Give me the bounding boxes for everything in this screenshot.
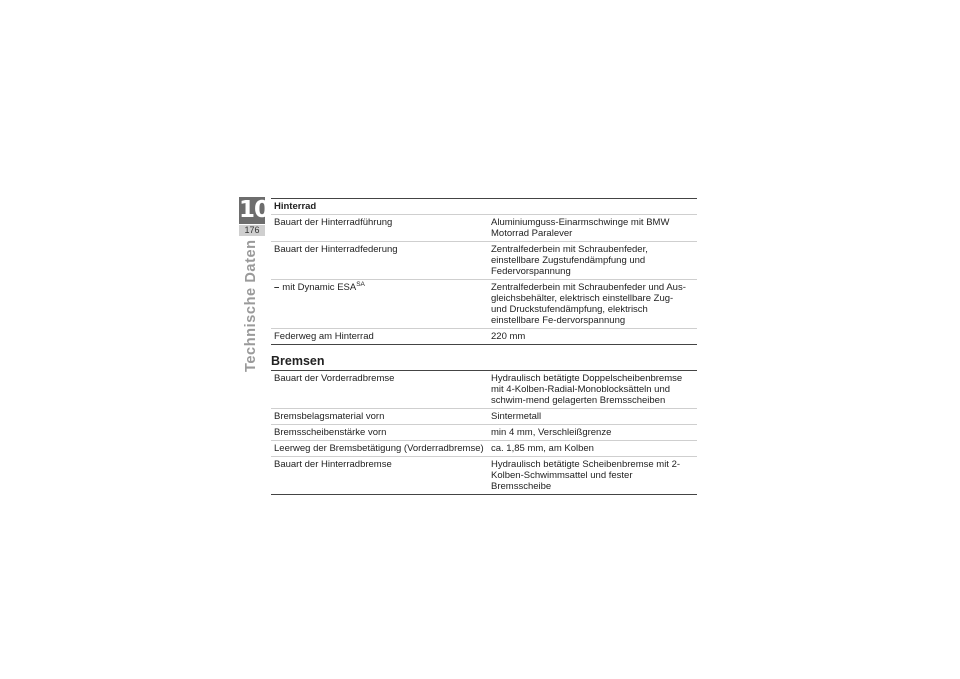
- row-label: Leerweg der Bremsbetätigung (Vorderradbremse): [274, 443, 484, 454]
- row-value: Hydraulisch betätigte Scheibenbremse mit 2-Kolben-Schwimmsattel und fester Bremsscheibe: [491, 459, 681, 492]
- row-label: mit Dynamic ESA: [282, 282, 357, 293]
- hinterrad-table: [271, 198, 697, 345]
- row-label: Bauart der Vorderradbremse: [274, 373, 395, 384]
- row-value: ca. 1,85 mm, am Kolben: [491, 443, 594, 454]
- chapter-number: 10: [239, 197, 270, 223]
- row-value: min 4 mm, Verschleißgrenze: [491, 427, 612, 438]
- table-row: [271, 241, 697, 279]
- row-label: Bauart der Hinterradbremse: [274, 459, 392, 470]
- table-row: [271, 328, 697, 344]
- table-row: [271, 408, 697, 424]
- row-value: Aluminiumguss-Einarmschwinge mit BMW Motorrad Paralever: [491, 217, 670, 239]
- bremsen-title: Bremsen: [271, 354, 325, 368]
- row-label-with-dash: [271, 282, 491, 326]
- table-row: [271, 214, 697, 241]
- row-value: Zentralfederbein mit Schraubenfeder und Aus-gleichsbehälter, elektrisch einstellbare Zug- und Druckstufendämpfung, elektrisch einstellbare Fe-dervorspannung: [491, 282, 686, 326]
- dash-bullet: –: [274, 282, 280, 293]
- table-row: [271, 440, 697, 456]
- chapter-title: Technische Daten: [243, 239, 259, 372]
- bremsen-table: [271, 370, 697, 495]
- row-label: Bauart der Hinterradführung: [274, 217, 393, 228]
- sa-superscript: SA: [356, 280, 365, 288]
- table-row: [271, 279, 697, 328]
- row-label: Bauart der Hinterradfederung: [274, 244, 398, 255]
- row-value: 220 mm: [491, 331, 526, 342]
- table-row: [271, 424, 697, 440]
- row-value: Hydraulisch betätigte Doppelscheibenbremse mit 4-Kolben-Radial-Monoblocksätteln und schwim-mend gelagerten Bremsscheiben: [491, 373, 683, 406]
- row-value: Zentralfederbein mit Schraubenfeder, einstellbare Zugstufendämpfung und Federvorspannung: [491, 244, 648, 277]
- row-label: Federweg am Hinterrad: [274, 331, 374, 342]
- row-value: Sintermetall: [491, 411, 542, 422]
- hinterrad-title: Hinterrad: [274, 201, 317, 212]
- row-label: Bremsscheibenstärke vorn: [274, 427, 387, 438]
- row-label: Bremsbelagsmaterial vorn: [274, 411, 385, 422]
- page-number: 176: [239, 225, 265, 236]
- spec-content: [271, 198, 697, 495]
- table-row: [271, 371, 697, 408]
- table-row: [271, 456, 697, 494]
- hinterrad-header: [271, 199, 697, 214]
